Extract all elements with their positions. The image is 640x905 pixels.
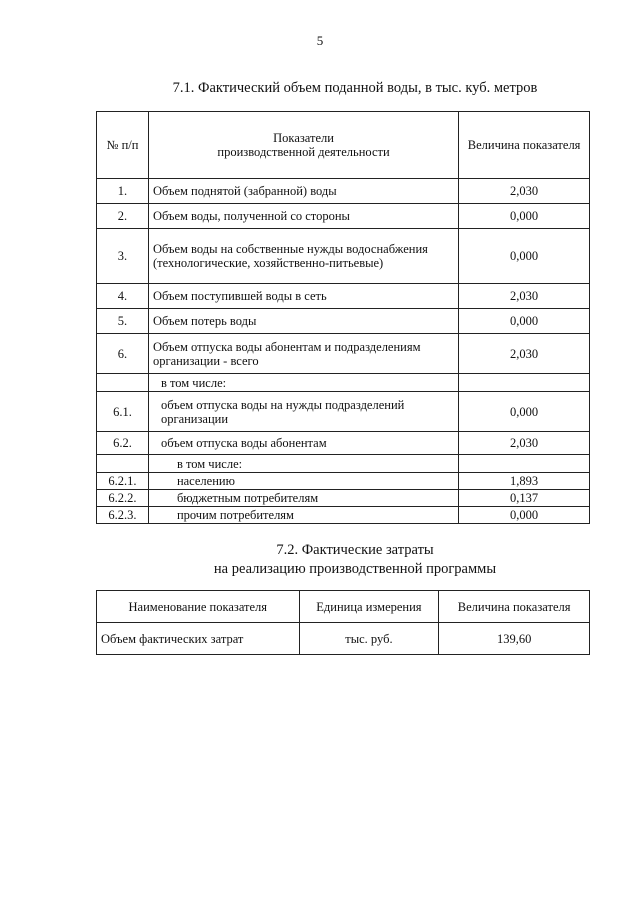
costs-row — [97, 623, 590, 655]
row-value: 0,000 — [459, 392, 590, 432]
row-value: 1,893 — [459, 473, 590, 490]
row-num: 5. — [97, 309, 149, 334]
row-num: 6.2. — [97, 432, 149, 455]
table-row — [97, 392, 590, 432]
row-num: 2. — [97, 204, 149, 229]
table-row — [97, 204, 590, 229]
row-value: 2,030 — [459, 179, 590, 204]
row-num: 6. — [97, 334, 149, 374]
row-num: 6.1. — [97, 392, 149, 432]
table-row — [97, 374, 590, 392]
table-row — [97, 309, 590, 334]
row-label: в том числе: — [148, 374, 458, 392]
section2-title — [0, 541, 640, 579]
row-num — [97, 455, 149, 473]
row-label: бюджетным потребителям — [148, 490, 458, 507]
cost-name: Объем фактических затрат — [97, 623, 300, 655]
row-value: 0,000 — [459, 309, 590, 334]
cost-value: 139,60 — [439, 623, 590, 655]
row-num: 4. — [97, 284, 149, 309]
table-row — [97, 455, 590, 473]
header-value: Величина показателя — [459, 112, 590, 179]
section2-title-line2: на реализацию производственной программы — [213, 561, 497, 577]
header-unit: Единица измерения — [299, 591, 439, 623]
row-label: в том числе: — [148, 455, 458, 473]
row-label: Объем отпуска воды абонентам и подразделениям организации - всего — [148, 334, 458, 374]
header-indicator — [148, 112, 458, 179]
row-value — [459, 374, 590, 392]
row-num: 1. — [97, 179, 149, 204]
table-row — [97, 284, 590, 309]
table-row — [97, 507, 590, 524]
water-volume-table — [96, 111, 590, 524]
row-num — [97, 374, 149, 392]
row-num: 6.2.1. — [97, 473, 149, 490]
table-row — [97, 473, 590, 490]
row-value: 2,030 — [459, 334, 590, 374]
row-label: Объем поднятой (забранной) воды — [148, 179, 458, 204]
header-name: Наименование показателя — [97, 591, 300, 623]
cost-unit: тыс. руб. — [299, 623, 439, 655]
table-row — [97, 229, 590, 284]
header-indicator-line2: производственной деятельности — [217, 145, 390, 159]
row-label: Объем потерь воды — [148, 309, 458, 334]
row-num: 6.2.2. — [97, 490, 149, 507]
row-value: 2,030 — [459, 432, 590, 455]
row-label: объем отпуска воды на нужды подразделений организации — [148, 392, 458, 432]
section2-title-line1: 7.2. Фактические затраты — [276, 542, 434, 558]
section1-title: 7.1. Фактический объем поданной воды, в тыс. куб. метров — [172, 80, 538, 96]
table-row — [97, 432, 590, 455]
row-label: прочим потребителям — [148, 507, 458, 524]
row-value: 0,000 — [459, 507, 590, 524]
header-value: Величина показателя — [439, 591, 590, 623]
costs-table — [96, 590, 590, 655]
row-label: Объем поступившей воды в сеть — [148, 284, 458, 309]
row-label: Объем воды, полученной со стороны — [148, 204, 458, 229]
header-indicator-line1: Показатели — [273, 131, 334, 145]
row-num: 6.2.3. — [97, 507, 149, 524]
page-number: 5 — [316, 33, 324, 48]
table-row — [97, 490, 590, 507]
costs-header-row — [97, 591, 590, 623]
table-row — [97, 334, 590, 374]
row-value: 0,137 — [459, 490, 590, 507]
row-num: 3. — [97, 229, 149, 284]
row-label: Объем воды на собственные нужды водоснабжения (технологические, хозяйственно-питьевые) — [148, 229, 458, 284]
row-value — [459, 455, 590, 473]
row-value: 2,030 — [459, 284, 590, 309]
table-header-row — [97, 112, 590, 179]
row-value: 0,000 — [459, 204, 590, 229]
table-row — [97, 179, 590, 204]
row-value: 0,000 — [459, 229, 590, 284]
row-label: объем отпуска воды абонентам — [148, 432, 458, 455]
row-label: населению — [148, 473, 458, 490]
header-num: № п/п — [97, 112, 149, 179]
